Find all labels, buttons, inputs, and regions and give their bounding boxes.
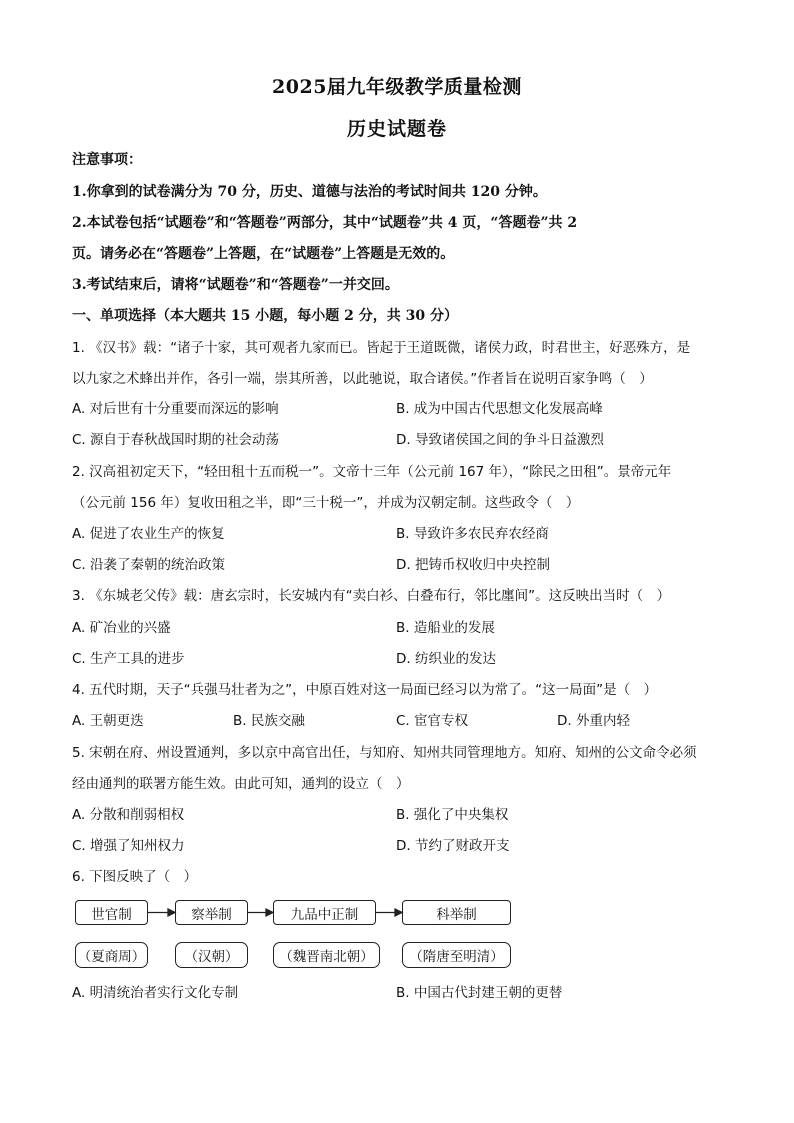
notice-item-3: 3.考试结束后，请将“试题卷”和“答题卷”一并交回。: [72, 277, 399, 293]
notice-heading: 注意事项：: [72, 152, 142, 168]
exam-subtitle: 历史试题卷: [346, 118, 447, 140]
question-4-option-d: D. 外重内轻: [557, 713, 630, 729]
question-3-option-c: C. 生产工具的进步: [72, 651, 185, 667]
question-1-option-d: D. 导致诸侯国之间的争斗日益激烈: [396, 432, 604, 448]
system-box-chaju: 察举制: [175, 900, 248, 925]
question-5-stem-line1: 5. 宋朝在府、州设置通判，多以京中高官出任，与知府、知州共同管理地方。知府、知州的公文命令必须: [72, 745, 697, 761]
question-2-option-d: D. 把铸币权收归中央控制: [396, 557, 550, 573]
question-3-stem: 3. 《东城老父传》载：唐玄宗时，长安城内有“卖白衫、白叠布行，邻比廛间”。这反映出当时（ ）: [72, 588, 671, 604]
question-3-option-a: A. 矿冶业的兴盛: [72, 620, 171, 636]
question-2-option-a: A. 促进了农业生产的恢复: [72, 526, 225, 542]
exam-title: 2025届九年级教学质量检测: [272, 76, 522, 98]
question-5-option-a: A. 分散和削弱相权: [72, 807, 185, 823]
question-6-option-a: A. 明清统治者实行文化专制: [72, 985, 239, 1001]
question-1-option-c: C. 源自于春秋战国时期的社会动荡: [72, 432, 280, 448]
question-1-option-a: A. 对后世有十分重要而深远的影响: [72, 401, 279, 417]
question-2-option-b: B. 导致许多农民弃农经商: [396, 526, 549, 542]
question-2-stem-line1: 2. 汉高祖初定天下，“轻田租十五而税一”。文帝十三年（公元前 167 年），“除民之田租”。景帝元年: [72, 464, 672, 480]
question-3-option-b: B. 造船业的发展: [396, 620, 495, 636]
question-5-option-d: D. 节约了财政开支: [396, 838, 510, 854]
notice-item-2-line1: 2.本试卷包括“试题卷”和“答题卷”两部分，其中“试题卷”共 4 页，“答题卷”共 2: [72, 215, 578, 231]
notice-item-2-line2: 页。请务必在“答题卷”上答题，在“试题卷”上答题是无效的。: [72, 246, 455, 262]
era-box-han: （汉朝）: [175, 942, 248, 968]
question-3-option-d: D. 纺织业的发达: [396, 651, 496, 667]
question-5-stem-line2: 经由通判的联署方能生效。由此可知，通判的设立（ ）: [72, 776, 410, 792]
era-box-sui-tang-ming-qing: （隋唐至明清）: [402, 942, 511, 968]
system-box-shiguan: 世官制: [75, 900, 148, 925]
notice-item-1: 1.你拿到的试卷满分为 70 分，历史、道德与法治的考试时间共 120 分钟。: [72, 184, 547, 200]
era-box-xia-shang-zhou: （夏商周）: [75, 942, 148, 968]
question-2-stem-line2: （公元前 156 年）复收田租之半，即“三十税一”，并成为汉朝定制。这些政令（ ）: [72, 495, 580, 511]
question-4-stem: 4. 五代时期，天子“兵强马壮者为之”，中原百姓对这一局面已经习以为常了。“这一局面”是（ ）: [72, 682, 658, 698]
question-5-option-b: B. 强化了中央集权: [396, 807, 509, 823]
question-1-stem-line1: 1. 《汉书》载：“诸子十家，其可观者九家而已。皆起于王道既微，诸侯力政，时君世主，好恶殊方，是: [72, 340, 691, 356]
question-4-option-a: A. 王朝更迭: [72, 713, 144, 729]
system-box-keju: 科举制: [402, 900, 511, 925]
question-6-option-b: B. 中国古代封建王朝的更替: [396, 985, 563, 1001]
question-2-option-c: C. 沿袭了秦朝的统治政策: [72, 557, 226, 573]
question-4-option-b: B. 民族交融: [233, 713, 305, 729]
question-4-option-c: C. 宦官专权: [396, 713, 469, 729]
question-1-stem-line2: 以九家之术蜂出并作，各引一端，崇其所善，以此驰说，取合诸侯。”作者旨在说明百家争鸣（ ）: [72, 371, 653, 387]
question-6-stem: 6. 下图反映了（ ）: [72, 869, 198, 885]
system-box-jiupin: 九品中正制: [273, 900, 376, 925]
era-box-wei-jin: （魏晋南北朝）: [273, 942, 380, 968]
question-1-option-b: B. 成为中国古代思想文化发展高峰: [396, 401, 603, 417]
section-heading: 一、单项选择（本大题共 15 小题，每小题 2 分，共 30 分）: [72, 308, 458, 324]
question-5-option-c: C. 增强了知州权力: [72, 838, 185, 854]
